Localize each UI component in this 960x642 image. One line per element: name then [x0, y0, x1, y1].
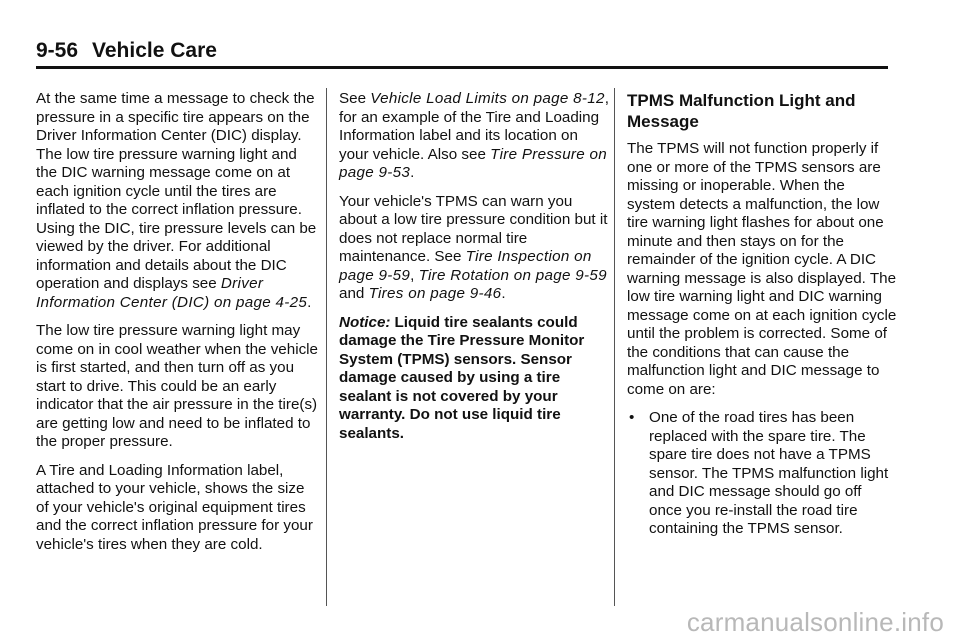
link-driver-information-center[interactable]: Driver Information Center (DIC) on page 4‑25 [36, 275, 308, 311]
paragraph-see-load-limits: See Vehicle Load Limits on page 8‑12, for an example of the Tire and Loading Information label and its location on your vehicle. Also see Tire Pressure on page 9‑53. [339, 90, 609, 181]
paragraph-tpms-malfunction: The TPMS will not function properly if one or more of the TPMS sensors are missing or inoperable. When the system detects a malfunction, the low tire warning light flashes for about one minute and then stays on for the remainder of the ignition cycle. A DIC warning message is also displayed. The low tire warning light and DIC warning message come on at each ignition cycle until the problem is corrected. Some of the conditions that can cause the malfunction light and DIC message to come on are: [627, 140, 897, 398]
link-tire-inspection[interactable]: Tire Inspection on page 9‑59 [339, 248, 592, 284]
notice-text: Liquid tire sealants could damage the Tire Pressure Monitor System (TPMS) sensors. Sensor damage caused by using a tire sealant is not covered by your warranty. Do not use liquid tire sealants. [339, 313, 585, 442]
link-tires[interactable]: Tires on page 9‑46 [368, 285, 502, 302]
section-heading-tpms-malfunction: TPMS Malfunction Light and Message [627, 91, 856, 131]
list-item-text: One of the road tires has been replaced with the spare tire. The spare tire does not have a TPMS sensor. The TPMS malfunction light and DIC message should go off once you re-install the road tire containing the TPMS sensor. [649, 409, 889, 537]
column-3 [627, 90, 897, 539]
paragraph-tire-label: A Tire and Loading Information label, attached to your vehicle, shows the size of your vehicle's original equipment tires and the correct inflation pressure for your vehicle's tires when they are cold. [36, 461, 313, 553]
column-1 [36, 90, 318, 564]
paragraph-cool-weather: The low tire pressure warning light may come on in cool weather when the vehicle is first started, and then turn off as you start to drive. This could be an early indicator that the air pressure in the tire(s) are getting low and need to be inflated to the proper pressure. [36, 322, 318, 450]
notice-block [339, 314, 609, 444]
list-item [627, 409, 897, 539]
page-number: 9-56 [36, 39, 79, 62]
paragraph-tpms-maintenance: Your vehicle's TPMS can warn you about a low tire pressure condition but it does not replace normal tire maintenance. See Tire Inspection on page 9‑59, Tire Rotation on page 9‑59 and Tires on page 9‑46. [339, 192, 608, 302]
watermark: carmanualsonline.info [686, 607, 944, 637]
link-tire-pressure[interactable]: Tire Pressure on page 9‑53 [339, 145, 608, 181]
conditions-list [627, 409, 897, 539]
notice-label: Notice: [339, 313, 391, 331]
paragraph-dic-message: At the same time a message to check the pressure in a specific tire appears on the Driver Information Center (DIC) display. The low tire pressure warning light and the DIC warning message come on at each ignition cycle until the tires are inflated to the correct inflation pressure. Using the DIC, tire pressure levels can be viewed by the driver. For additional information and details about the DIC operation and displays see Driver Information Center (DIC) on page 4‑25. [36, 90, 317, 311]
column-2 [339, 90, 609, 453]
page-header [36, 38, 217, 64]
bullet-icon: • [629, 409, 635, 426]
column-divider-2 [614, 88, 615, 606]
link-tire-rotation[interactable]: Tire Rotation on page 9‑59 [418, 266, 607, 284]
section-title: Vehicle Care [92, 39, 217, 62]
header-rule [36, 66, 888, 69]
link-vehicle-load-limits[interactable]: Vehicle Load Limits on page 8‑12 [370, 90, 605, 107]
column-divider-1 [326, 88, 327, 606]
